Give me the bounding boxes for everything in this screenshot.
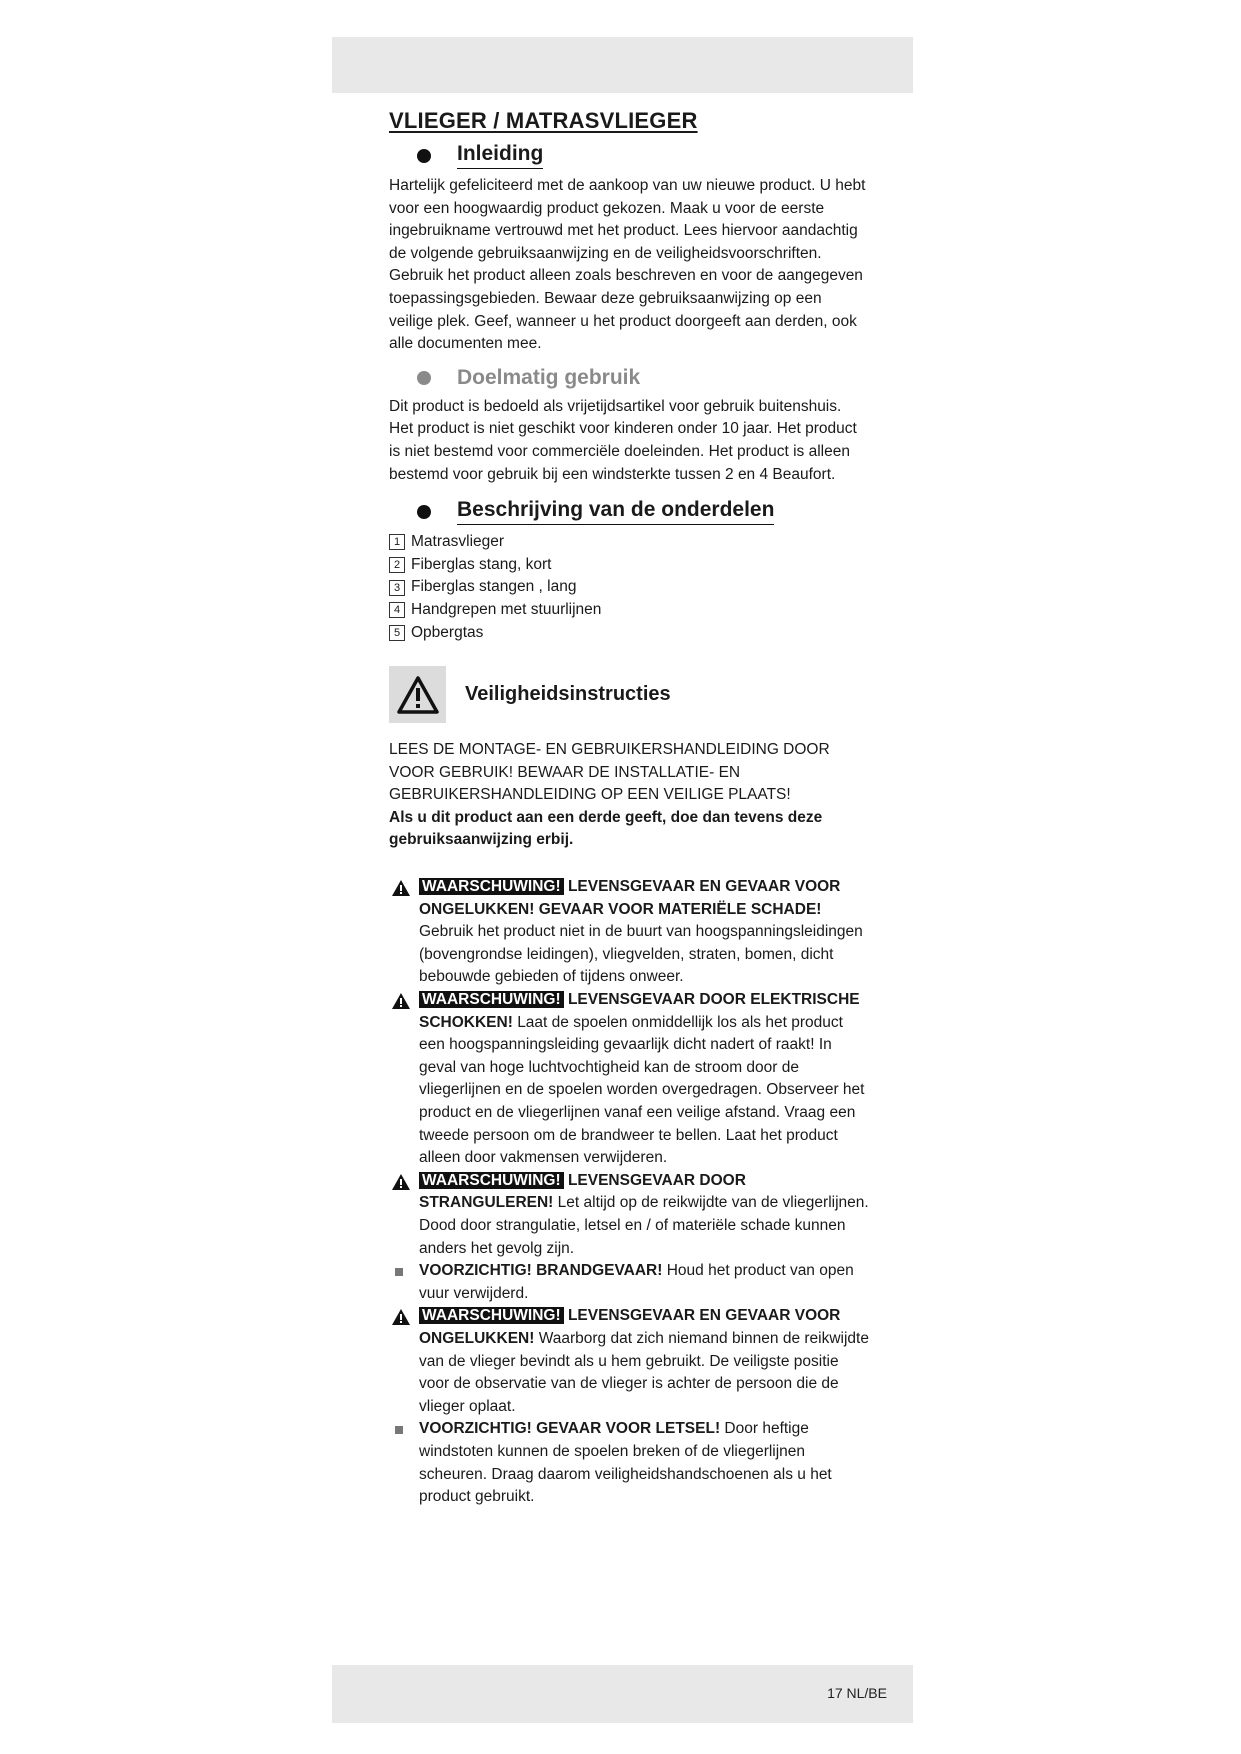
footer-band bbox=[332, 1665, 913, 1723]
warning-badge: WAARSCHUWING! bbox=[419, 1172, 564, 1189]
warning-triangle-icon bbox=[389, 666, 446, 723]
part-label: Fiberglas stang, kort bbox=[411, 555, 552, 573]
warning-text: Gebruik het product niet in de buurt van hoogspanningsleidingen (bovengrondse leidingen), vliegvelden, straten, bomen, dicht bebouwde gebieden of tijdens onweer. bbox=[419, 923, 863, 986]
intro-text: Hartelijk gefeliciteerd met de aankoop van uw nieuwe product. U hebt voor een hoogwaardig product gekozen. Maak u voor de eerste ingebruikname vertrouwd met het product. Lees hiervoor aandachtig de volgende gebruiksaanwijzing en de veiligheidsvoorschriften. Gebruik het product alleen zoals beschreven en voor de aangegeven toepassingsgebieden. Bewaar deze gebruiksaanwijzing op een veilige plek. Geef, wanneer u het product doorgeeft aan derden, ook alle documenten mee. bbox=[389, 177, 866, 353]
part-label: Fiberglas stangen , lang bbox=[411, 578, 577, 596]
warning-item bbox=[389, 1170, 869, 1260]
warning-badge: WAARSCHUWING! bbox=[419, 1307, 564, 1324]
header-band bbox=[332, 37, 913, 93]
page-number: 17 NL/BE bbox=[827, 1685, 887, 1701]
list-item bbox=[389, 554, 869, 577]
warning-item bbox=[389, 1305, 869, 1418]
warning-bold: LEVENSGEVAAR EN GEVAAR VOOR ONGELUKKEN! bbox=[419, 1307, 841, 1347]
warning-bold: LEVENSGEVAAR EN GEVAAR VOOR ONGELUKKEN! GEVAAR VOOR MATERIËLE SCHADE! bbox=[419, 878, 841, 918]
warning-text: Let altijd op de reikwijdte van de vliegerlijnen. Dood door strangulatie, letsel en / of materiële schade kunnen anders het gevolg zijn. bbox=[419, 1194, 869, 1257]
part-number: 1 bbox=[389, 534, 405, 550]
bullet-icon bbox=[417, 505, 431, 519]
list-item bbox=[389, 576, 869, 599]
square-bullet-icon bbox=[395, 1426, 403, 1434]
list-item bbox=[389, 622, 869, 645]
part-label: Opbergtas bbox=[411, 623, 484, 641]
safety-intro-upper: LEES DE MONTAGE- EN GEBRUIKERSHANDLEIDING DOOR VOOR GEBRUIK! BEWAAR DE INSTALLATIE- EN GEBRUIKERSHANDLEIDING OP EEN VEILIGE PLAATS! bbox=[389, 741, 830, 804]
square-bullet-icon bbox=[395, 1268, 403, 1276]
warning-text: Waarborg dat zich niemand binnen de reikwijdte van de vlieger bevindt als u hem gebruikt. De veiligste positie voor de observatie van de vlieger is achter de persoon die de vlieger oplaat. bbox=[419, 1329, 869, 1415]
page-title: VLIEGER / MATRASVLIEGER bbox=[389, 108, 698, 133]
warning-item bbox=[389, 989, 869, 1170]
page-content bbox=[389, 108, 869, 1509]
list-item bbox=[389, 531, 869, 554]
part-number: 5 bbox=[389, 625, 405, 641]
caution-item bbox=[389, 1260, 869, 1305]
part-number: 4 bbox=[389, 602, 405, 618]
safety-heading: Veiligheidsinstructies bbox=[465, 683, 671, 706]
warning-text: Laat de spoelen onmiddellijk los als het product een hoogspanningsleiding gevaarlijk dicht nadert of raakt! In geval van hoge luchtvochtigheid kan de stroom door de vliegerlijnen en de spoelen worden overgedragen. Observeer het product en de vliegerlijnen vanaf een veilige afstand. Vraag een tweede persoon om de brandweer te bellen. Laat het product alleen door vakmensen verwijderen. bbox=[419, 1013, 865, 1167]
intro-heading: Inleiding bbox=[457, 142, 543, 169]
bullet-icon bbox=[417, 149, 431, 163]
warning-icon bbox=[391, 1173, 411, 1191]
warning-badge: WAARSCHUWING! bbox=[419, 991, 564, 1008]
warning-icon bbox=[391, 879, 411, 897]
caution-bold: VOORZICHTIG! BRANDGEVAAR! bbox=[419, 1262, 663, 1280]
caution-bold: VOORZICHTIG! GEVAAR VOOR LETSEL! bbox=[419, 1420, 721, 1438]
part-number: 3 bbox=[389, 580, 405, 596]
section-heading-use bbox=[417, 366, 869, 390]
document-page bbox=[332, 37, 913, 1723]
use-text: Dit product is bedoeld als vrijetijdsartikel voor gebruik buitenshuis. Het product is niet geschikt voor kinderen onder 10 jaar. Het product is niet bestemd voor commerciële doeleinden. Het product is alleen bestemd voor gebruik bij een windsterkte tussen 2 en 4 Beaufort. bbox=[389, 397, 857, 483]
section-heading-safety bbox=[389, 666, 869, 723]
caution-item bbox=[389, 1418, 869, 1508]
part-label: Handgrepen met stuurlijnen bbox=[411, 600, 602, 618]
safety-intro-bold: Als u dit product aan een derde geeft, doe dan tevens deze gebruiksaanwijzing erbij. bbox=[389, 808, 823, 849]
bullet-icon bbox=[417, 371, 431, 385]
caution-text: Houd het product van open vuur verwijderd. bbox=[419, 1262, 854, 1302]
list-item bbox=[389, 599, 869, 622]
section-heading-parts bbox=[417, 498, 869, 525]
warning-bold: LEVENSGEVAAR DOOR ELEKTRISCHE SCHOKKEN! bbox=[419, 991, 860, 1031]
warning-bold: LEVENSGEVAAR DOOR STRANGULEREN! bbox=[419, 1171, 746, 1212]
caution-text: Door heftige windstoten kunnen de spoelen breken of de vliegerlijnen scheuren. Draag daarom veiligheidshandschoenen als u het product gebruikt. bbox=[419, 1420, 832, 1506]
warning-icon bbox=[391, 1308, 411, 1326]
parts-list bbox=[389, 531, 869, 644]
warning-badge: WAARSCHUWING! bbox=[419, 878, 564, 895]
warning-item bbox=[389, 876, 869, 989]
part-label: Matrasvlieger bbox=[411, 533, 505, 551]
use-heading: Doelmatig gebruik bbox=[457, 365, 641, 389]
parts-heading: Beschrijving van de onderdelen bbox=[457, 498, 774, 525]
part-number: 2 bbox=[389, 557, 405, 573]
warning-icon bbox=[391, 992, 411, 1010]
section-heading-intro bbox=[417, 142, 869, 169]
